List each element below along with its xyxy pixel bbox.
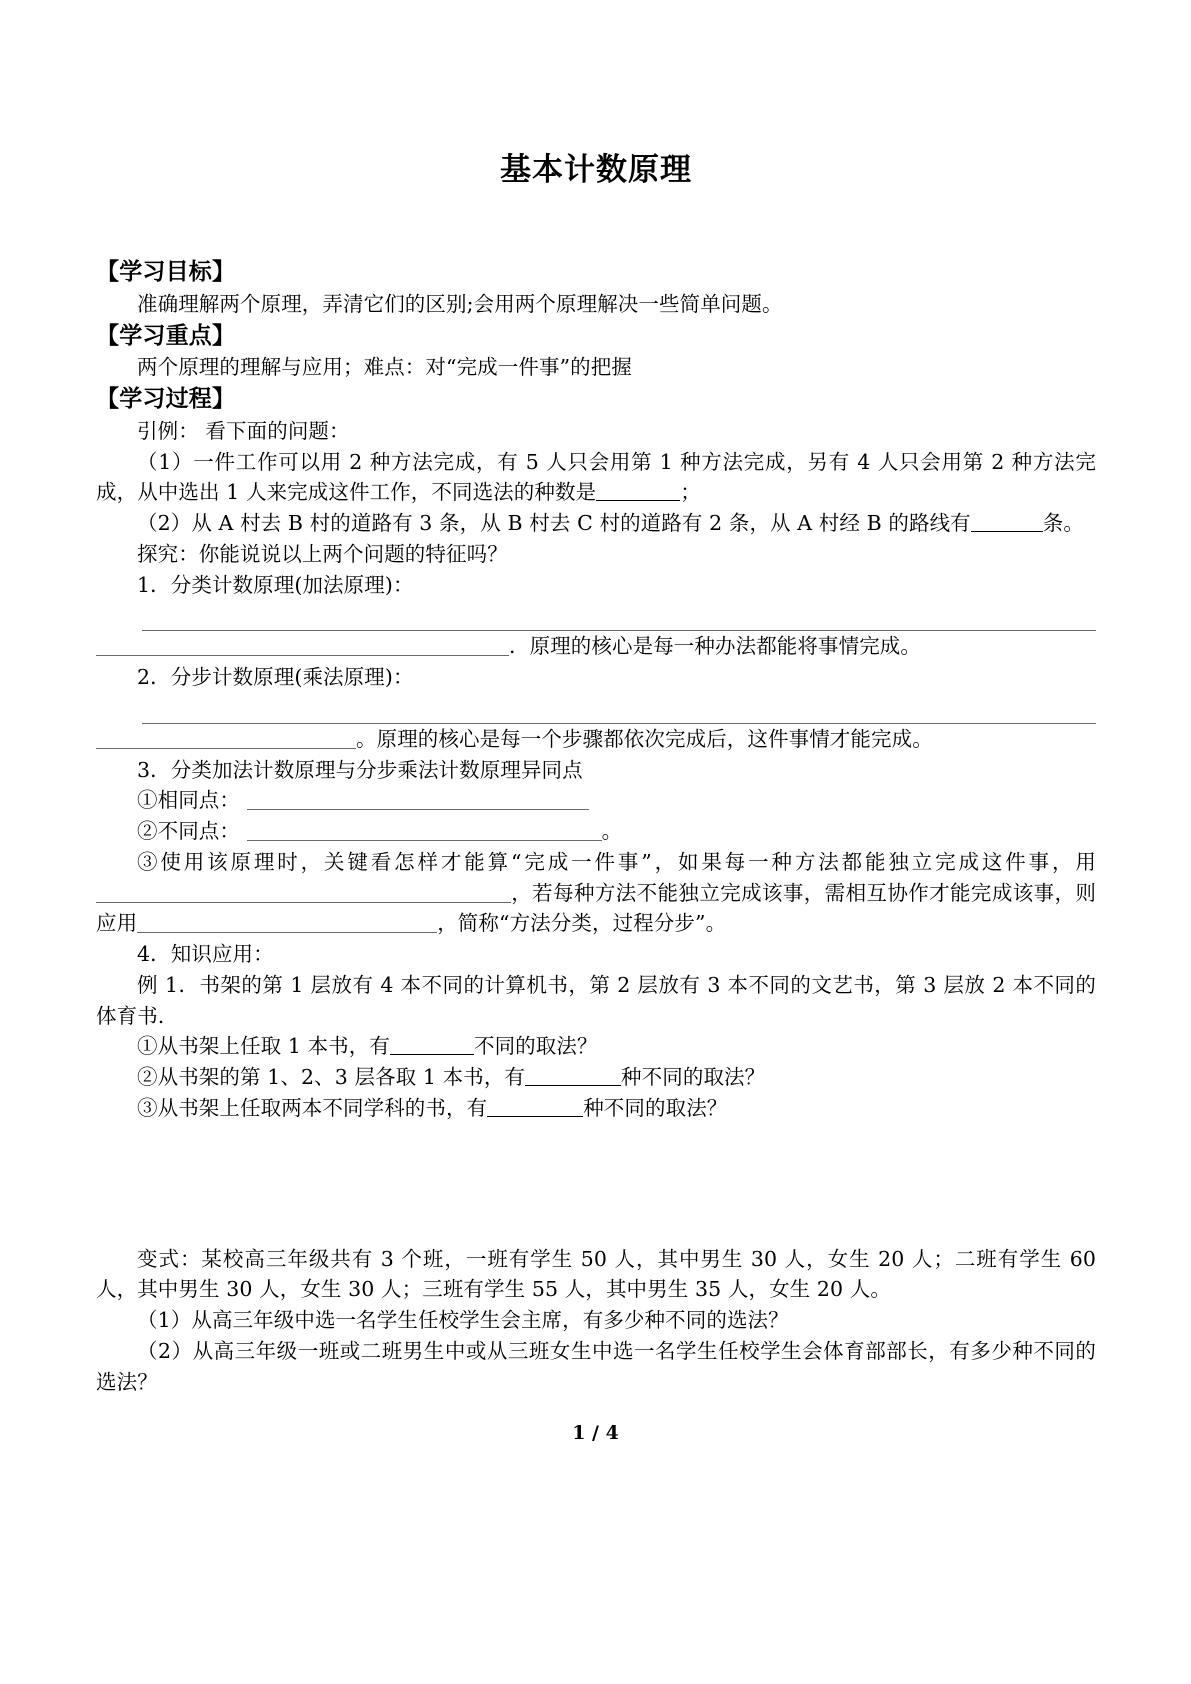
heading-principle-1: 1．分类计数原理(加法原理)： <box>137 572 414 597</box>
principle-3-item-3-part-b: ，若每种方法不能独立完成该事，需相互协作才能完成该事，则应用 <box>96 880 1096 936</box>
example-1-question-3-tail: 种不同的取法？ <box>583 1095 728 1120</box>
blank-principle-1-line-1[interactable] <box>142 600 1096 631</box>
title-spacer <box>96 190 1096 256</box>
text-explore: 探究：你能说说以上两个问题的特征吗？ <box>137 541 508 566</box>
text-key-points: 两个原理的理解与应用；难点：对“完成一件事”的把握 <box>137 355 632 380</box>
example-1-question-2-tail: 种不同的取法？ <box>621 1065 766 1090</box>
principle-1-answer-area <box>96 600 1096 631</box>
text-variant-question-2: （2）从高三年级一班或二班男生中或从三班女生中选一名学生任校学生会体育部部长，有多少种不同的选法？ <box>96 1338 1096 1394</box>
text-intro-lead: 引例： 看下面的问题： <box>137 418 350 443</box>
blank-example-1-q1[interactable] <box>390 1035 474 1055</box>
heading-application: 4．知识应用： <box>137 942 274 967</box>
heading-objectives: 【学习目标】 <box>96 258 236 286</box>
example-1-question-3-body: ③从书架上任取两本不同学科的书，有 <box>137 1095 488 1120</box>
heading-principle-2: 2．分步计数原理(乘法原理)： <box>137 665 414 690</box>
variant-spacer <box>96 1124 1096 1244</box>
principle-3-item-2-label: ②不同点： <box>137 819 240 844</box>
principle-3-item-3-part-a: ③使用该原理时，关键看怎样才能算“完成一件事”，如果每一种方法都能独立完成这件事，用 <box>137 849 1096 874</box>
page-title: 基本计数原理 <box>500 152 692 188</box>
blank-example-1-q3[interactable] <box>487 1096 583 1116</box>
principle-1-tail: ．原理的核心是每一种办法都能将事情完成。 <box>509 634 921 659</box>
blank-principle-2-line-2[interactable] <box>96 748 356 749</box>
blank-question-1[interactable] <box>596 481 680 501</box>
example-1-question-1-tail: 不同的取法？ <box>473 1034 598 1059</box>
heading-key-points: 【学习重点】 <box>96 321 236 349</box>
page-content <box>96 0 1096 1397</box>
principle-2-answer-area <box>96 693 1096 724</box>
text-question-2 <box>96 508 1096 539</box>
text-variant-question-1: （1）从高三年级中选一名学生任校学生会主席，有多少种不同的选法？ <box>137 1308 789 1333</box>
principle-3-item-2 <box>96 816 1096 847</box>
question-1-body: （1）一件工作可以用 2 种方法完成，有 5 人只会用第 1 种方法完成，另有 4 人只会用第 2 种方法完成，从中选出 1 人来完成这件工作，不同选法的种数是 <box>96 449 1096 505</box>
blank-principle-2-line-1[interactable] <box>142 693 1096 724</box>
principle-3-item-1 <box>96 785 1096 816</box>
blank-same-points[interactable] <box>247 809 589 810</box>
page-number: 1 / 4 <box>572 1422 619 1444</box>
principle-2-answer-line-2 <box>96 724 1096 755</box>
text-question-1 <box>96 447 1096 509</box>
question-2-body: （2）从 A 村去 B 村的道路有 3 条，从 B 村去 C 村的道路有 2 条，从 A 村经 B 的路线有 <box>137 511 971 536</box>
blank-example-1-q2[interactable] <box>525 1066 621 1086</box>
heading-learning-process: 【学习过程】 <box>96 385 236 413</box>
question-1-tail: ； <box>680 480 701 505</box>
text-variant-stem: 变式：某校高三年级共有 3 个班，一班有学生 50 人，其中男生 30 人，女生 20 人；二班有学生 60 人，其中男生 30 人，女生 30 人；三班有学生 55 人，其中男生 35 人，女生 20 人。 <box>96 1246 1096 1302</box>
blank-multiplication-principle[interactable] <box>137 932 437 933</box>
example-1-question-3 <box>96 1093 1096 1124</box>
example-1-question-2 <box>96 1062 1096 1093</box>
example-1-question-1-body: ①从书架上任取 1 本书，有 <box>137 1034 390 1059</box>
page-footer <box>0 1422 1191 1444</box>
blank-principle-1-line-2[interactable] <box>96 655 509 656</box>
text-example-1: 例 1．书架的第 1 层放有 4 本不同的计算机书，第 2 层放有 3 本不同的文艺书，第 3 层放 2 本不同的体育书. <box>96 972 1096 1028</box>
blank-diff-points[interactable] <box>247 840 602 841</box>
principle-3-item-3 <box>96 847 1096 939</box>
principle-3-item-3-part-c: ，简称“方法分类，过程分步”。 <box>437 911 727 936</box>
blank-addition-principle[interactable] <box>96 902 511 903</box>
example-1-question-2-body: ②从书架的第 1、2、3 层各取 1 本书，有 <box>137 1065 526 1090</box>
principle-2-tail: 。原理的核心是每一个步骤都依次完成后，这件事情才能完成。 <box>356 726 933 751</box>
principle-3-item-2-tail: 。 <box>601 819 623 844</box>
principle-1-answer-line-2 <box>96 631 1096 662</box>
text-objectives: 准确理解两个原理，弄清它们的区别;会用两个原理解决一些简单问题。 <box>137 291 783 316</box>
blank-question-2[interactable] <box>971 512 1043 532</box>
principle-3-item-1-label: ①相同点： <box>137 788 240 813</box>
question-2-tail: 条。 <box>1042 511 1084 536</box>
example-1-question-1 <box>96 1031 1096 1062</box>
heading-principle-3: 3．分类加法计数原理与分步乘法计数原理异同点 <box>137 757 583 782</box>
